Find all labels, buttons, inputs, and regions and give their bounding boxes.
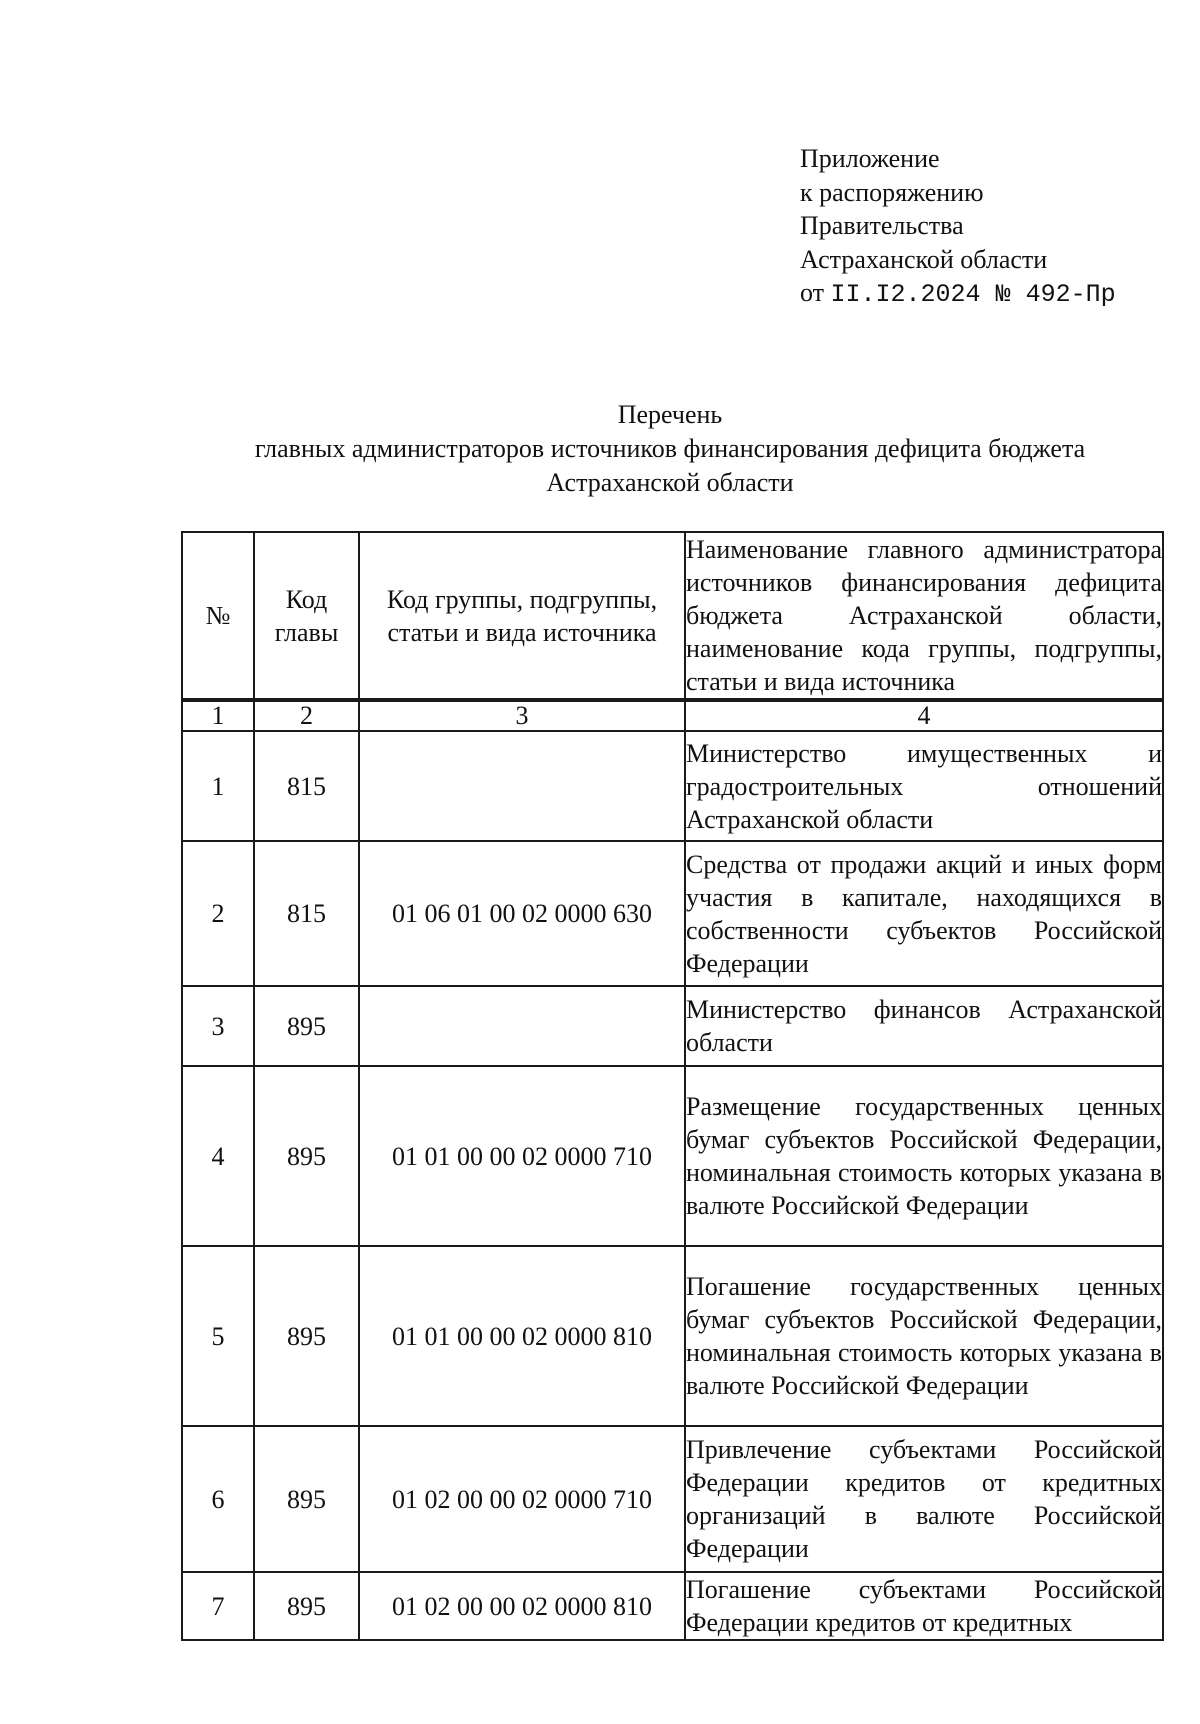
row-chapter-code: 895 [254, 986, 359, 1066]
header-name: Наименование главного администратора источников финансирования дефицита бюджета Астраханской области, наименование кода группы, подгруппы, статьи и вида источника [685, 532, 1163, 700]
row-chapter-code: 815 [254, 731, 359, 841]
appendix-date-line [800, 276, 1116, 312]
row-name: Погашение субъектами Российской Федерации кредитов от кредитных [685, 1572, 1163, 1640]
appendix-date-prefix: от [800, 278, 825, 307]
header-source-code: Код группы, подгруппы, статьи и вида источника [359, 532, 685, 700]
column-number-row [182, 700, 1163, 731]
row-number: 2 [182, 841, 254, 986]
table-row [182, 1572, 1163, 1640]
row-name: Министерство имущественных и градостроительных отношений Астраханской области [685, 731, 1163, 841]
appendix-block [800, 142, 1116, 312]
row-name: Размещение государственных ценных бумаг субъектов Российской Федерации, номинальная стоимость которых указана в валюте Российской Федерации [685, 1066, 1163, 1246]
row-number: 5 [182, 1246, 254, 1426]
table-row [182, 1246, 1163, 1426]
row-name: Привлечение субъектами Российской Федерации кредитов от кредитных организаций в валюте Российской Федерации [685, 1426, 1163, 1572]
document-title [180, 398, 1160, 500]
table-row [182, 731, 1163, 841]
row-source-code: 01 02 00 00 02 0000 710 [359, 1426, 685, 1572]
row-name: Министерство финансов Астраханской области [685, 986, 1163, 1066]
table-row [182, 1066, 1163, 1246]
row-number: 1 [182, 731, 254, 841]
table-row [182, 986, 1163, 1066]
column-number-1: 1 [182, 700, 254, 731]
row-number: 6 [182, 1426, 254, 1572]
column-number-2: 2 [254, 700, 359, 731]
row-chapter-code: 895 [254, 1572, 359, 1640]
column-number-4: 4 [685, 700, 1163, 731]
row-source-code: 01 01 00 00 02 0000 710 [359, 1066, 685, 1246]
title-line-3: Астраханской области [546, 468, 794, 497]
row-source-code: 01 06 01 00 02 0000 630 [359, 841, 685, 986]
row-number: 4 [182, 1066, 254, 1246]
row-source-code [359, 731, 685, 841]
row-number: 7 [182, 1572, 254, 1640]
row-chapter-code: 895 [254, 1066, 359, 1246]
appendix-line-3: Правительства [800, 211, 964, 240]
row-source-code: 01 01 00 00 02 0000 810 [359, 1246, 685, 1426]
table-row [182, 841, 1163, 986]
title-line-1: Перечень [617, 400, 723, 429]
table-header-row [182, 532, 1163, 700]
row-chapter-code: 815 [254, 841, 359, 986]
row-chapter-code: 895 [254, 1426, 359, 1572]
appendix-line-1: Приложение [800, 144, 940, 173]
row-name: Погашение государственных ценных бумаг субъектов Российской Федерации, номинальная стоимость которых указана в валюте Российской Федерации [685, 1246, 1163, 1426]
appendix-line-4: Астраханской области [800, 244, 1048, 274]
column-number-3: 3 [359, 700, 685, 731]
sources-table [181, 531, 1164, 1641]
row-name: Средства от продажи акций и иных форм участия в капитале, находящихся в собственности субъектов Российской Федерации [685, 841, 1163, 986]
table-row [182, 1426, 1163, 1572]
row-source-code: 01 02 00 00 02 0000 810 [359, 1572, 685, 1640]
title-line-2: главных администраторов источников финансирования дефицита бюджета [254, 434, 1086, 463]
header-chapter-code: Код главы [254, 532, 359, 700]
row-chapter-code: 895 [254, 1246, 359, 1426]
row-source-code [359, 986, 685, 1066]
row-number: 3 [182, 986, 254, 1066]
header-number: № [182, 532, 254, 700]
appendix-line-2: к распоряжению [800, 177, 984, 207]
appendix-date-stamp: II.I2.2024 № 492-Пр [830, 280, 1116, 309]
